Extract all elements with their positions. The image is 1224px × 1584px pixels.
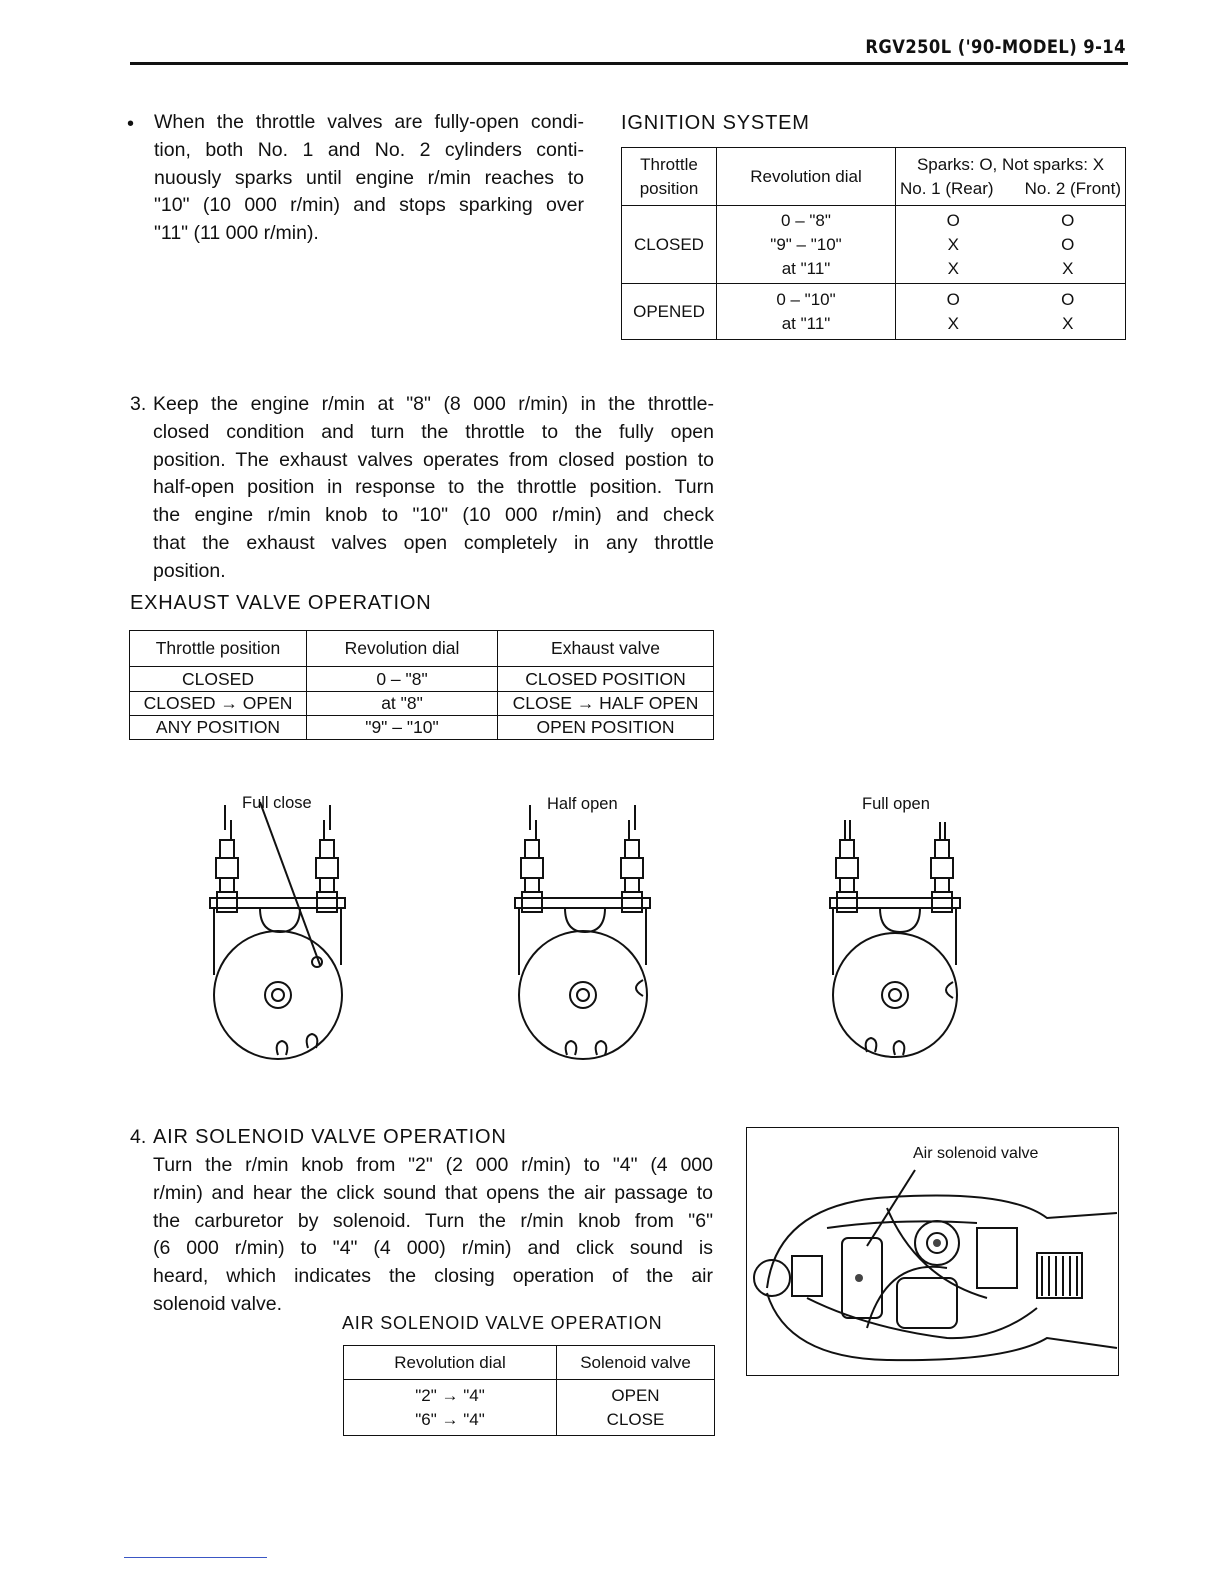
exh-cell: CLOSE → HALF OPEN [498, 692, 714, 716]
photo-label: Air solenoid valve [913, 1145, 1039, 1162]
step4-line: r/min) and hear the click sound that opens the air passage to [153, 1181, 713, 1204]
caption-half-open: Half open [547, 795, 618, 813]
exh-cell: ANY POSITION [130, 716, 307, 740]
ign-dial-opened: 0 – "10" at "11" [717, 284, 896, 340]
exh-cell: 0 – "8" [307, 667, 498, 692]
step3-number: 3. [130, 393, 147, 415]
air-dial-values: "2" → "4" "6" → "4" [344, 1380, 557, 1436]
exh-cell: CLOSED POSITION [498, 667, 714, 692]
air-solenoid-table [343, 1345, 715, 1436]
intro-line: "11" (11 000 r/min). [154, 222, 319, 245]
exh-cell: OPEN POSITION [498, 716, 714, 740]
exh-header-valve: Exhaust valve [498, 631, 714, 667]
step3-line: Keep the engine r/min at "8" (8 000 r/min) in the throttle- [153, 393, 714, 415]
half-open-diagram [505, 790, 665, 1070]
exh-header-throttle: Throttle position [130, 631, 307, 667]
ign-no1-closed: O X X [896, 206, 1011, 284]
header-rule [130, 62, 1128, 65]
exhaust-title: EXHAUST VALVE OPERATION [130, 592, 432, 614]
step3-line: the engine r/min knob to "10" (10 000 r/min) and check [153, 504, 714, 527]
intro-line: When the throttle valves are fully-open condi- [154, 111, 584, 133]
air-header-dial: Revolution dial [344, 1346, 557, 1380]
page-header-title: RGV250L ('90-MODEL) 9-14 [865, 36, 1126, 58]
ign-header-no2: No. 2 (Front) [1024, 178, 1121, 198]
step4-line: the carburetor by solenoid. Turn the r/min knob from "6" [153, 1209, 713, 1232]
step3-line: position. The exhaust valves operates from closed postion to [153, 448, 714, 471]
ign-header-throttle: Throttle position [622, 148, 717, 206]
step3-line: closed condition and turn the throttle to the fully open [153, 420, 714, 443]
ign-throttle-closed: CLOSED [622, 206, 717, 284]
ign-throttle-opened: OPENED [622, 284, 717, 340]
footer-rule [124, 1557, 267, 1558]
intro-line: "10" (10 000 r/min) and stops sparking over [154, 194, 584, 217]
exh-cell: CLOSED → OPEN [130, 692, 307, 716]
step4-paragraph [153, 1152, 713, 1319]
step4-line: heard, which indicates the closing operation of the air [153, 1265, 713, 1288]
air-header-valve: Solenoid valve [557, 1346, 715, 1380]
step4-line: (6 000 r/min) to "4" (4 000) r/min) and click sound is [153, 1237, 713, 1260]
air-table-title: AIR SOLENOID VALVE OPERATION [342, 1313, 663, 1333]
intro-line: tion, both No. 1 and No. 2 cylinders conti- [154, 138, 584, 161]
ign-header-dial: Revolution dial [717, 148, 896, 206]
ign-header-sparks: Sparks: O, Not sparks: X No. 1 (Rear) No. 2 (Front) [896, 148, 1126, 206]
air-valve-values: OPEN CLOSE [557, 1380, 715, 1436]
exh-header-dial: Revolution dial [307, 631, 498, 667]
step4-title: AIR SOLENOID VALVE OPERATION [153, 1126, 507, 1148]
step4-line: solenoid valve. [153, 1292, 282, 1315]
step3-paragraph [153, 391, 714, 586]
intro-line: nuously sparks until engine r/min reaches to [154, 166, 584, 189]
step4-line: Turn the r/min knob from "2" (2 000 r/min) to "4" (4 000 [153, 1154, 713, 1176]
caption-full-close: Full close [242, 794, 312, 812]
air-solenoid-photo [746, 1127, 1119, 1376]
caption-full-open: Full open [862, 795, 930, 813]
intro-paragraph [154, 109, 584, 248]
step3-line: position. [153, 559, 226, 582]
ign-header-no1: No. 1 (Rear) [900, 178, 994, 198]
exhaust-table [129, 630, 714, 740]
ign-no1-opened: O X [896, 284, 1011, 340]
exh-cell: "9" – "10" [307, 716, 498, 740]
ign-no2-closed: O O X [1010, 206, 1125, 284]
ignition-table [621, 147, 1126, 340]
exh-cell: CLOSED [130, 667, 307, 692]
full-open-diagram [815, 790, 975, 1070]
bullet-marker: • [127, 113, 135, 135]
step4-number: 4. [130, 1126, 147, 1148]
exh-cell: at "8" [307, 692, 498, 716]
ign-no2-opened: O X [1010, 284, 1125, 340]
ignition-title: IGNITION SYSTEM [621, 112, 810, 134]
step3-line: half-open position in response to the throttle position. Turn [153, 476, 714, 499]
full-close-diagram [200, 790, 360, 1070]
step3-line: that the exhaust valves open completely in any throttle [153, 531, 714, 554]
ign-dial-closed: 0 – "8" "9" – "10" at "11" [717, 206, 896, 284]
engine-bay-illustration [747, 1128, 1119, 1376]
